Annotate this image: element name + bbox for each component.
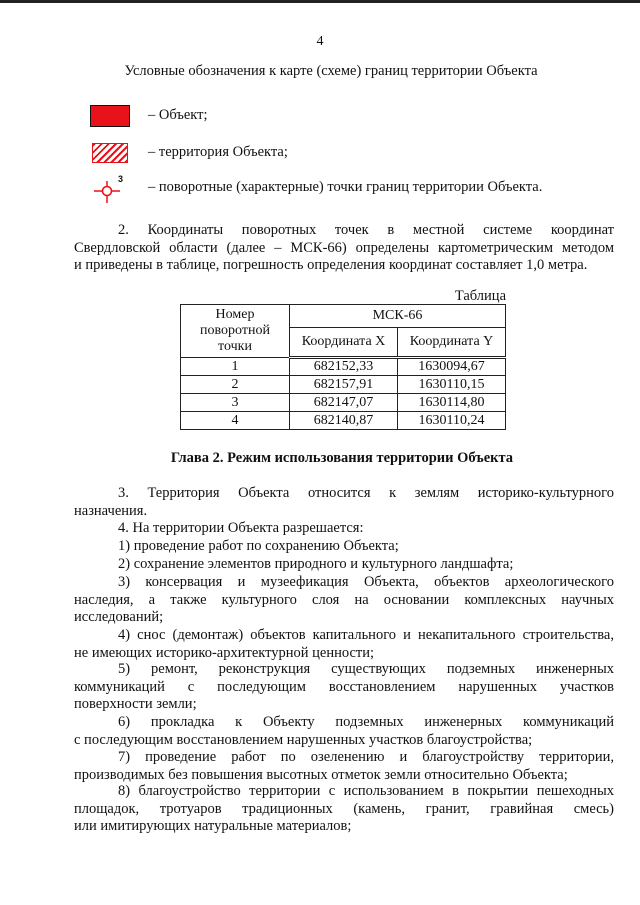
text-line: 8) благоустройство территории с использованием в покрытии пешеходных [118, 783, 614, 799]
turning-point-marker-icon [88, 174, 132, 199]
text-line: наследия, а также культурного слоя на основании комплексных научных [74, 591, 614, 608]
cell-x: 682157,91 [290, 376, 398, 394]
text-line: площадок, тротуаров традиционных (камень, гранит, гравийная смесь) [74, 800, 614, 817]
text-line: исследований; [74, 609, 164, 625]
text-line: 2. Координаты поворотных точек в местной системе координат [118, 222, 614, 238]
legend-title: Условные обозначения к карте (схеме) границ территории Объекта [124, 63, 538, 79]
marker-number: 3 [118, 174, 124, 184]
legend-label: – поворотные (характерные) точки границ территории Объекта. [148, 179, 543, 195]
text-line: 1) проведение работ по сохранению Объекта; [118, 538, 399, 554]
cell-y: 1630094,67 [398, 358, 506, 376]
text-line: 4) снос (демонтаж) объектов капитального и некапитального строительства, [118, 627, 614, 643]
text-line: и приведены в таблице, погрешность определения координат составляет 1,0 метра. [74, 257, 588, 273]
paragraph-3 [74, 485, 614, 520]
table-row [181, 394, 506, 412]
header-y: Координата Y [398, 328, 506, 358]
text-line: 2) сохранение элементов природного и культурного ландшафта; [118, 556, 514, 572]
cell-number: 2 [181, 376, 290, 394]
text-line: или имитирующих натуральные материалов; [74, 818, 352, 834]
text-line: не имеющих историко-архитектурной ценности; [74, 644, 375, 661]
cell-y: 1630110,15 [398, 376, 506, 394]
cell-x: 682140,87 [290, 412, 398, 430]
text-line: 4. На территории Объекта разрешается: [118, 520, 364, 536]
list-item [74, 661, 614, 714]
cell-x: 682147,07 [290, 394, 398, 412]
legend-label: – Объект; [148, 107, 208, 123]
list-item [74, 538, 614, 556]
table-caption: Таблица [454, 288, 506, 304]
coordinates-table [180, 304, 506, 430]
red-filled-rectangle-icon [90, 105, 130, 127]
text-line: коммуникаций с последующим восстановлением нарушенных участков [74, 678, 614, 695]
red-hatched-rectangle-icon [92, 143, 128, 163]
paragraph-2 [74, 222, 614, 275]
list-item [74, 714, 614, 749]
list-item [74, 749, 614, 784]
text-line: 3. Территория Объекта относится к землям историко-культурного [118, 485, 614, 501]
list-item [74, 783, 614, 836]
cell-y: 1630114,80 [398, 394, 506, 412]
cell-number: 3 [181, 394, 290, 412]
text-line: 5) ремонт, реконструкция существующих подземных инженерных [118, 661, 614, 677]
text-line: поверхности земли; [74, 696, 197, 712]
text-line: назначения. [74, 502, 148, 519]
text-line: производимых без повышения высотных отметок земли относительно Объекта; [74, 766, 568, 783]
list-item [74, 627, 614, 662]
header-point-number: Номер поворотной точки [181, 305, 290, 358]
table-row [181, 412, 506, 430]
chapter-title: Глава 2. Режим использования территории Объекта [170, 450, 514, 466]
table-row [181, 376, 506, 394]
text-line: 3) консервация и музеефикация Объекта, объектов археологического [118, 574, 614, 590]
text-line: 7) проведение работ по озеленению и благоустройству территории, [118, 749, 614, 765]
cell-number: 1 [181, 358, 290, 376]
header-coordinate-system: МСК-66 [290, 305, 506, 328]
list-item [74, 574, 614, 627]
text-line: Свердловской области (далее – МСК-66) определены картометрическим методом [74, 239, 614, 256]
text-line: 6) прокладка к Объекту подземных инженерных коммуникаций [118, 714, 614, 730]
cell-x: 682152,33 [290, 358, 398, 376]
text-line: с последующим восстановлением нарушенных участков благоустройства; [74, 731, 533, 748]
table-row [181, 358, 506, 376]
paragraph-4 [74, 520, 614, 538]
page-number: 4 [316, 34, 324, 49]
cell-number: 4 [181, 412, 290, 430]
header-x: Координата X [290, 328, 398, 358]
cell-y: 1630110,24 [398, 412, 506, 430]
top-border [0, 0, 640, 3]
list-item [74, 556, 614, 574]
legend-label: – территория Объекта; [148, 144, 288, 160]
